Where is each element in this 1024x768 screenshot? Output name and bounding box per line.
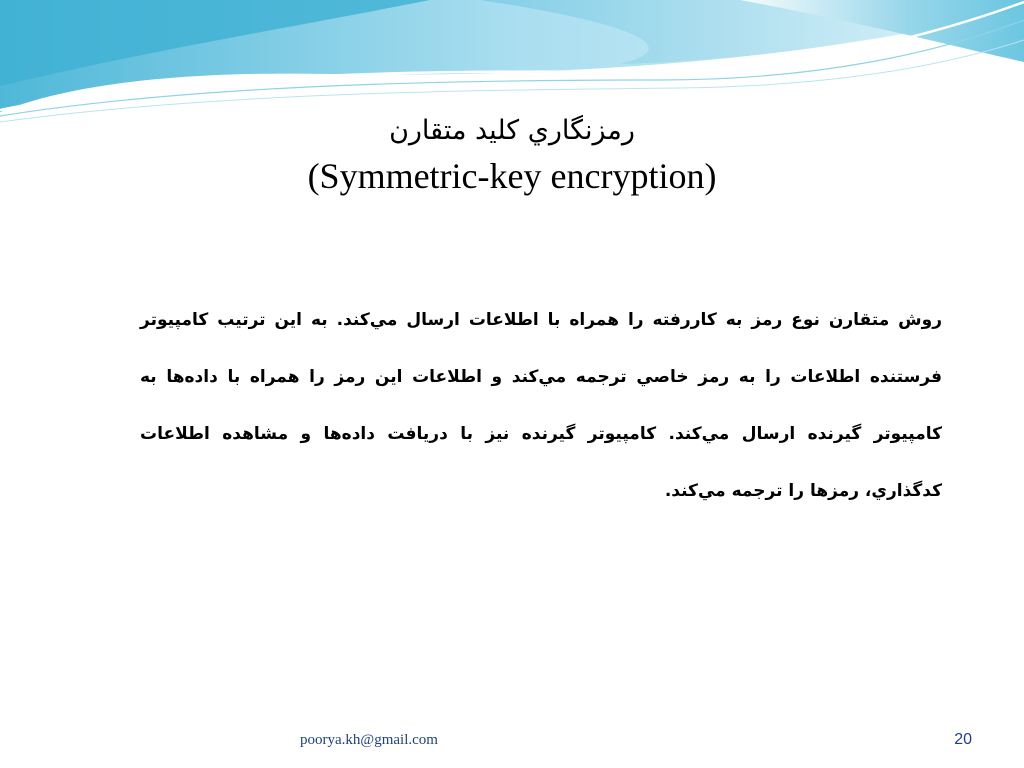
title-persian: رمزنگاري كليد متقارن — [389, 115, 635, 146]
title-english: (Symmetric-key encryption) — [307, 156, 717, 196]
body-paragraph: روش متقارن نوع رمز به كاررفته را همراه با اطلاعات ارسال مي‌كند. به اين ترتيب كامپيوتر فرستنده اطلاعات را به رمز خاصي ترجمه مي‌كند و اطلاعات اين رمز را همراه با داده‌ها به كامپيوتر گيرنده ارسال مي‌كند. كامپيوتر گيرنده نيز با دريافت داده‌ها و مشاهده اطلاعات كدگذاري، رمزها را ترجمه مي‌كند. — [140, 310, 942, 501]
slide-title — [0, 110, 1024, 200]
footer-email: poorya.kh@gmail.com — [300, 732, 438, 748]
page-number: 20 — [954, 731, 972, 748]
